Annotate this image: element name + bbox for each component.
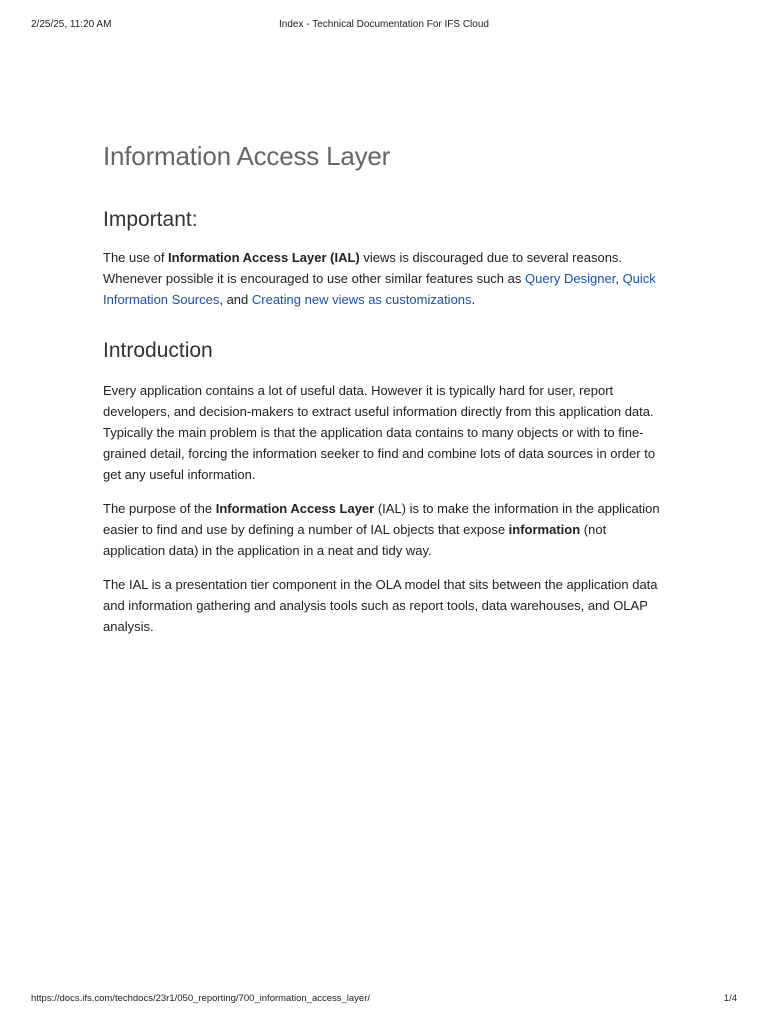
intro-paragraph-3: The IAL is a presentation tier component in the OLA model that sits between the application data and information gathering and analysis tools such as report tools, data warehouses, and OLAP analysis.	[103, 577, 658, 634]
print-document-title: Index - Technical Documentation For IFS Cloud	[279, 19, 489, 30]
intro-p2-bold-information: information	[508, 522, 581, 537]
print-url: https://docs.ifs.com/techdocs/23r1/050_reporting/700_information_access_layer/	[31, 993, 371, 1004]
intro-p2-bold-ial: Information Access Layer	[215, 501, 375, 516]
intro-p2-text-3: (not application data) in the application in a neat and tidy way.	[103, 522, 607, 558]
print-datetime: 2/25/25, 11:20 AM	[31, 19, 112, 30]
quick-information-sources-link[interactable]: Quick Information Sources	[103, 271, 656, 307]
page-title: Information Access Layer	[103, 141, 391, 171]
important-bold-ial: Information Access Layer (IAL)	[168, 250, 360, 265]
important-text-3: ,	[615, 271, 623, 286]
important-text-1: The use of	[103, 250, 169, 265]
intro-paragraph-1: Every application contains a lot of useful data. However it is typically hard for user, report developers, and decision-makers to extract useful information directly from this application data. Typically the main problem is that the application data contains to many objects or with to fine-grained detail, forcing the information seeker to find and combine lots of data sources in order to get any useful information.	[103, 383, 656, 482]
important-text-5: .	[471, 292, 476, 307]
important-heading: Important:	[103, 208, 198, 231]
important-text-4: , and	[219, 292, 252, 307]
important-text-2: views is discouraged due to several reasons. Whenever possible it is encouraged to use other similar features such as	[103, 250, 623, 286]
intro-p2-text-2: (IAL) is to make the information in the application easier to find and use by defining a number of IAL objects that expose	[103, 501, 660, 537]
print-header	[31, 19, 737, 33]
query-designer-link[interactable]: Query Designer	[525, 271, 616, 286]
intro-paragraph-2	[103, 498, 668, 561]
print-footer	[31, 993, 737, 1007]
introduction-heading: Introduction	[103, 339, 213, 362]
intro-p2-text-1: The purpose of the	[103, 501, 216, 516]
important-paragraph	[103, 247, 668, 310]
main-content	[103, 139, 668, 637]
print-page-number: 1/4	[723, 993, 737, 1004]
creating-new-views-link[interactable]: Creating new views as customizations	[251, 292, 472, 307]
